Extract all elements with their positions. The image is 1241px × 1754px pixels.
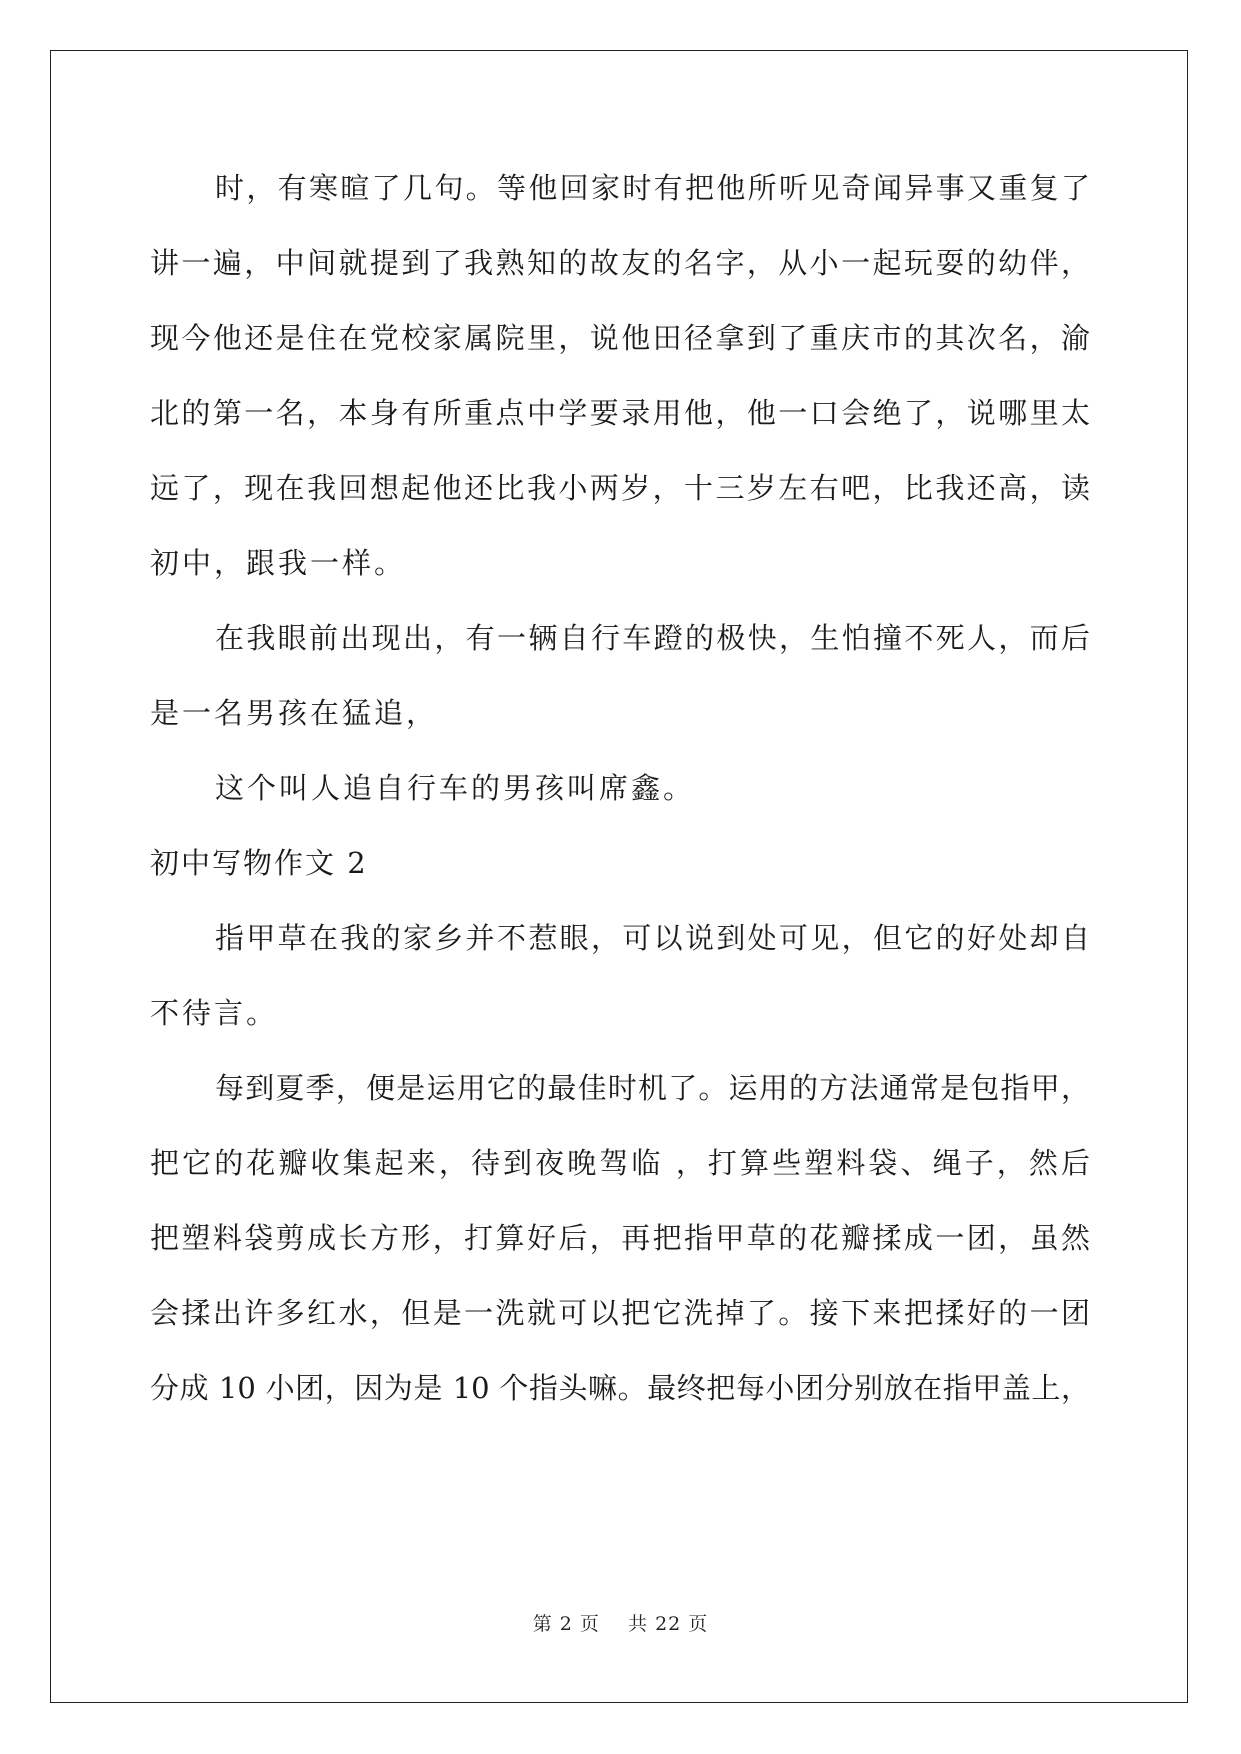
paragraph-1-line-3: 现今他还是住在党校家属院里，说他田径拿到了重庆市的其次名，渝 [150, 321, 1090, 355]
paragraph-5-line-4: 会揉出许多红水，但是一洗就可以把它洗掉了。接下来把揉好的一团 [150, 1296, 1090, 1330]
paragraph-4-line-2: 不待言。 [150, 996, 279, 1030]
page-number: 第 2 页 [532, 1613, 600, 1635]
paragraph-1-line-2: 讲一遍，中间就提到了我熟知的故友的名字，从小一起玩耍的幼伴， [150, 246, 1090, 280]
paragraph-2-line-2: 是一名男孩在猛追， [150, 696, 439, 730]
paragraph-1-line-6: 初中，跟我一样。 [150, 546, 407, 580]
paragraph-2-line-1: 在我眼前出现出，有一辆自行车蹬的极快，生怕撞不死人，而后 [215, 621, 1090, 655]
paragraph-1-line-5: 远了，现在我回想起他还比我小两岁，十三岁左右吧，比我还高，读 [150, 471, 1090, 505]
paragraph-5-line-1: 每到夏季，便是运用它的最佳时机了。运用的方法通常是包指甲， [215, 1071, 1090, 1105]
paragraph-3-line-1: 这个叫人追自行车的男孩叫席鑫。 [215, 771, 696, 805]
paragraph-5-line-2: 把它的花瓣收集起来，待到夜晚驾临 ，打算些塑料袋、绳子，然后 [150, 1146, 1090, 1180]
paragraph-1-line-4: 北的第一名，本身有所重点中学要录用他，他一口会绝了，说哪里太 [150, 396, 1090, 430]
page-footer [0, 1609, 1241, 1636]
paragraph-5-line-3: 把塑料袋剪成长方形，打算好后，再把指甲草的花瓣揉成一团，虽然 [150, 1221, 1090, 1255]
paragraph-4-line-1: 指甲草在我的家乡并不惹眼，可以说到处可见，但它的好处却自 [215, 921, 1090, 955]
section-heading: 初中写物作文 2 [150, 846, 368, 880]
paragraph-1-line-1: 时，有寒暄了几句。等他回家时有把他所听见奇闻异事又重复了 [215, 171, 1090, 205]
paragraph-5-line-5: 分成 10 小团，因为是 10 个指头嘛。最终把每小团分别放在指甲盖上， [150, 1371, 1090, 1405]
page-total: 共 22 页 [628, 1613, 709, 1635]
